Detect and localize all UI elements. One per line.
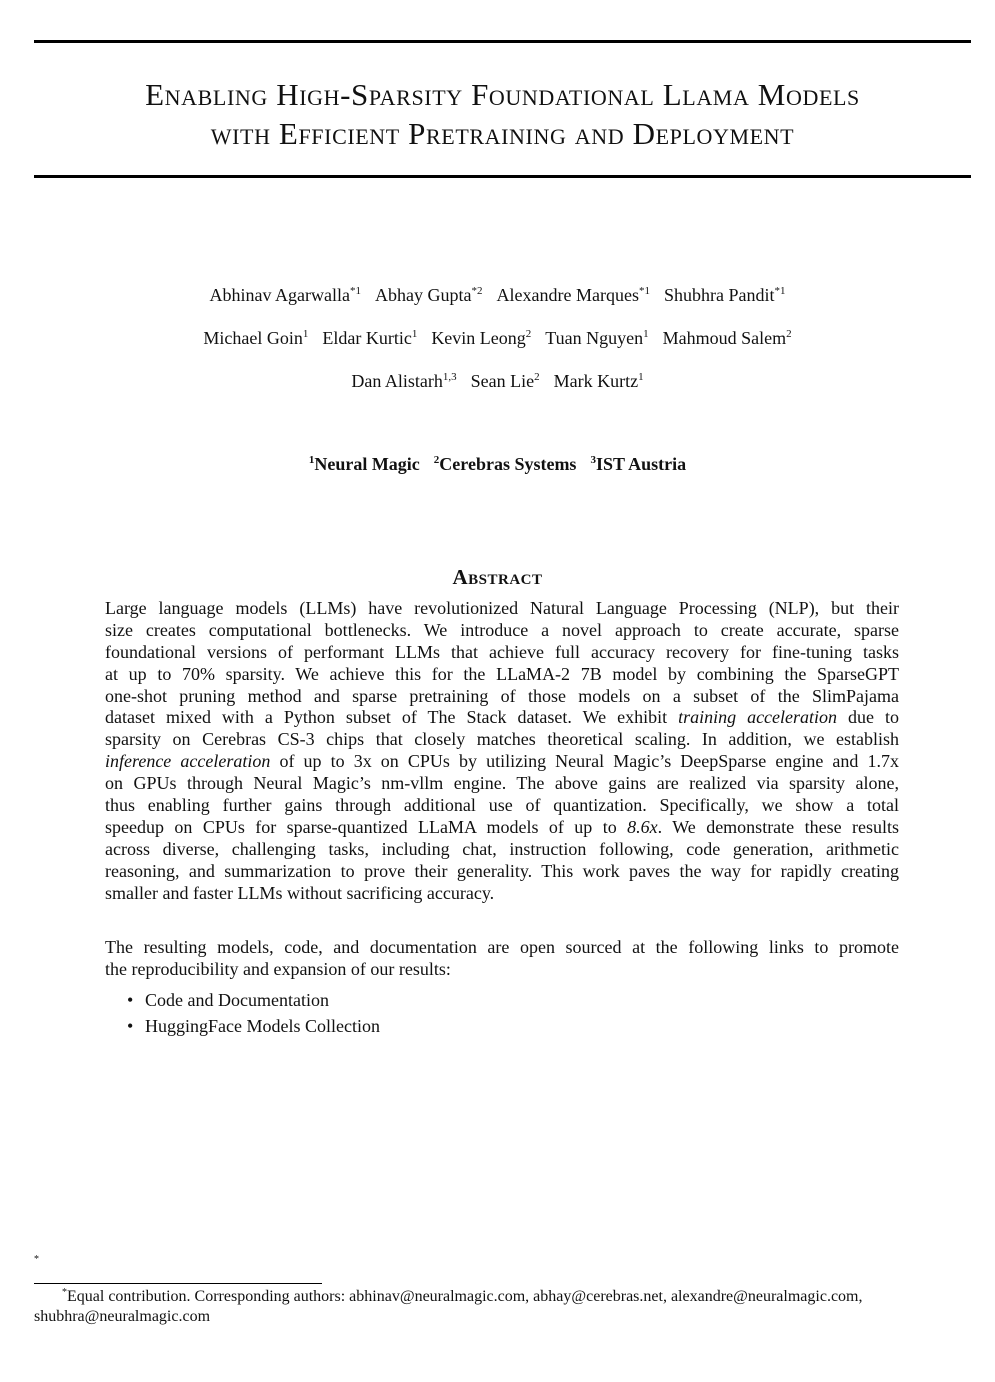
footnote-text-2: shubhra@neuralmagic.com (34, 1308, 211, 1325)
link-item (127, 987, 380, 1013)
text-line: The resulting models, code, and documentation are open sourced at the following links to promote (105, 937, 899, 957)
footnote-mark: * (62, 1287, 67, 1298)
footnote-line-1 (34, 1287, 971, 1307)
text-line: Large language models (LLMs) have revolutionized Natural Language Processing (NLP), but their (105, 598, 899, 618)
author-affiliation-mark: *1 (638, 285, 650, 297)
author-name: Alexandre Marques$^{*1}$ (496, 285, 650, 305)
link-list (127, 987, 380, 1039)
text-line: smaller and faster LLMs without sacrificing accuracy. (105, 882, 495, 903)
text-line: foundational versions of performant LLMs that achieve full accuracy recovery for fine-tuning tasks (105, 641, 899, 662)
footnote-marker: * (34, 1254, 39, 1265)
affiliation: $^1$Neural Magic (308, 454, 420, 474)
affiliation: $^3$IST Austria (590, 454, 687, 474)
author-affiliation-mark: 1,3 (442, 371, 457, 383)
author-name: Abhay Gupta$^{*2}$ (375, 285, 483, 305)
author-name: Michael Goin$^1$ (203, 328, 309, 348)
author-name: Eldar Kurtic$^1$ (322, 328, 418, 348)
bullet-icon: • (127, 1016, 134, 1036)
footnote-rule (34, 1283, 322, 1284)
author-name: Mahmoud Salem$^2$ (662, 328, 792, 348)
author-affiliation-mark: *2 (471, 285, 483, 297)
title-top-rule (34, 40, 971, 43)
footnote-text-1: Equal contribution. Corresponding authors: abhinav@neuralmagic.com, abhay@cerebras.net, alexandre@neuralmagic.com, (67, 1288, 863, 1305)
title-bottom-rule (34, 175, 971, 178)
author-name: Shubhra Pandit$^{*1}$ (663, 285, 786, 305)
author-affiliation-mark: 2 (534, 371, 540, 383)
author-affiliation-mark: *1 (774, 285, 786, 297)
author-affiliation-mark: 2 (786, 328, 792, 340)
text-line: size creates computational bottlenecks. We introduce a novel approach to create accurate, sparse (105, 619, 899, 640)
link-text[interactable]: Code and Documentation (145, 990, 329, 1010)
author-row-1 (0, 283, 995, 307)
text-line: dataset mixed with a Python subset of The Stack dataset. We exhibit training acceleration due to (105, 707, 899, 728)
open-source-paragraph (105, 937, 899, 981)
author-name: Tuan Nguyen$^1$ (545, 328, 649, 348)
author-name: Kevin Leong$^2$ (431, 328, 532, 348)
author-affiliation-mark: 1 (302, 328, 309, 340)
text-line: sparsity on Cerebras CS-3 chips that closely matches theoretical scaling. In addition, we establish (105, 729, 899, 750)
author-affiliation-mark: *1 (350, 285, 362, 297)
author-name: Dan Alistarh$^{1,3}$ (351, 371, 457, 391)
text-line: across diverse, challenging tasks, including chat, instruction following, code generation, arithmetic (105, 838, 899, 859)
text-line: one-shot pruning method and sparse pretraining of those models on a subset of the SlimPajama (105, 685, 899, 706)
text-line: at up to 70% sparsity. We achieve this for the LLaMA-2 7B model by combining the SparseGPT (105, 663, 899, 684)
footnote (34, 1287, 971, 1327)
author-affiliation-mark: 1 (643, 328, 649, 340)
paper-title-line-1: Enabling High-Sparsity Foundational Llama Models (145, 77, 860, 112)
text-line: on GPUs through Neural Magic’s nm-vllm engine. The above gains are realized via sparsity alone, (105, 773, 899, 794)
link-text[interactable]: HuggingFace Models Collection (145, 1016, 380, 1036)
text-line: inference acceleration of up to 3x on CPUs by utilizing Neural Magic’s DeepSparse engine and 1.7x (105, 751, 899, 772)
author-name: Abhinav Agarwalla$^{*1}$ (209, 285, 362, 305)
text-line: reasoning, and summarization to prove their generality. This work paves the way for rapidly creating (105, 860, 899, 881)
author-name: Mark Kurtz$^1$ (553, 371, 644, 391)
author-row-2 (0, 326, 995, 350)
bullet-icon: • (127, 990, 134, 1010)
author-name: Sean Lie$^2$ (470, 371, 540, 391)
link-item (127, 1013, 380, 1039)
affiliations (0, 454, 995, 475)
paper-title-line-2: with Efficient Pretraining and Deployment (210, 116, 795, 151)
author-affiliation-mark: 1 (638, 371, 644, 383)
text-line: thus enabling further gains through additional use of quantization. Specifically, we show a total (105, 795, 899, 816)
text-line: speedup on CPUs for sparse-quantized LLaMA models of up to 8.6x. We demonstrate these results (105, 816, 899, 837)
abstract-body (105, 598, 899, 904)
text-line: the reproducibility and expansion of our results: (105, 958, 451, 979)
author-affiliation-mark: 1 (411, 328, 418, 340)
author-row-3 (0, 369, 995, 393)
abstract-heading: Abstract (452, 565, 543, 589)
affiliation: $^2$Cerebras Systems (433, 454, 577, 474)
author-affiliation-mark: 2 (525, 328, 532, 340)
